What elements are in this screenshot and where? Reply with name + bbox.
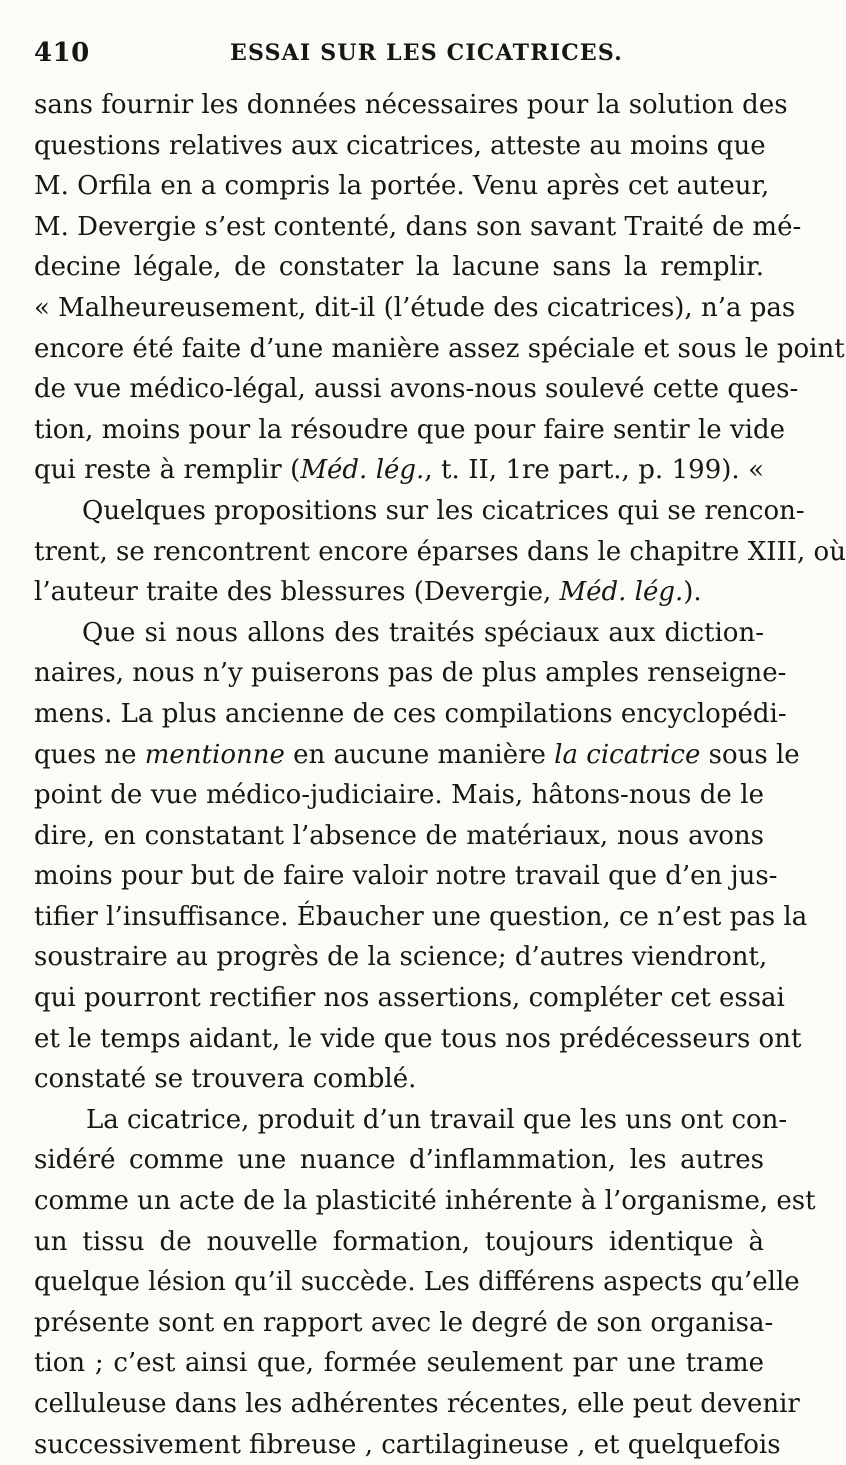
text-line: Quelques propositions sur les cicatrices qui se rencon- bbox=[82, 495, 805, 526]
text-line: constaté se trouvera comblé. bbox=[34, 1064, 417, 1095]
text-line: La cicatrice, produit d’un travail que les uns ont con- bbox=[86, 1104, 788, 1135]
text-line: dire, en constatant l’absence de matériaux, nous avons bbox=[34, 820, 764, 851]
text-line: encore été faite d’une manière assez spéciale et sous le point bbox=[34, 333, 845, 364]
text-line: successivement fibreuse , cartilagineuse , et quelquefois bbox=[34, 1429, 781, 1460]
text-line: l’auteur traite des blessures (Devergie, Méd. lég.). bbox=[34, 577, 702, 608]
text-line: tifier l’insuffisance. Ébaucher une question, ce n’est pas la bbox=[34, 901, 808, 932]
text-line: trent, se rencontrent encore éparses dans le chapitre XIII, où bbox=[34, 536, 846, 567]
page-header bbox=[34, 38, 774, 78]
text-line: tion, moins pour la résoudre que pour faire sentir le vide bbox=[34, 414, 785, 445]
text-line: qui pourront rectifier nos assertions, compléter cet essai bbox=[34, 983, 785, 1014]
page-number: 410 bbox=[34, 38, 90, 68]
text-line: mens. La plus ancienne de ces compilations encyclopédi- bbox=[34, 698, 787, 729]
text-line: tion ; c’est ainsi que, formée seulement par une trame bbox=[34, 1348, 764, 1379]
text-line: M. Orfila en a compris la portée. Venu après cet auteur, bbox=[34, 171, 770, 202]
text-line: decine légale, de constater la lacune sans la remplir. bbox=[34, 252, 764, 283]
text-line: comme un acte de la plasticité inhérente à l’organisme, est bbox=[34, 1186, 816, 1217]
text-line: sans fournir les données nécessaires pour la solution des bbox=[34, 90, 788, 120]
text-line: M. Devergie s’est contenté, dans son savant Traité de mé- bbox=[34, 211, 802, 242]
text-line: quelque lésion qu’il succède. Les différens aspects qu’elle bbox=[34, 1267, 800, 1298]
text-line: de vue médico-légal, aussi avons-nous soulevé cette ques- bbox=[34, 374, 799, 405]
text-line: point de vue médico-judiciaire. Mais, hâtons-nous de le bbox=[34, 780, 764, 811]
text-line: soustraire au progrès de la science; d’autres viendront, bbox=[34, 942, 768, 973]
text-line: qui reste à remplir (Méd. lég., t. II, 1re part., p. 199). « bbox=[34, 455, 765, 486]
body-text bbox=[34, 85, 846, 1465]
text-line: « Malheureusement, dit-il (l’étude des cicatrices), n’a pas bbox=[34, 292, 796, 323]
text-line: et le temps aidant, le vide que tous nos prédécesseurs ont bbox=[34, 1023, 802, 1054]
text-line: sidéré comme une nuance d’inflammation, les autres bbox=[34, 1145, 764, 1176]
text-line: questions relatives aux cicatrices, atteste au moins que bbox=[34, 130, 766, 161]
text-line: Que si nous allons des traités spéciaux aux diction- bbox=[82, 617, 764, 648]
text-line: un tissu de nouvelle formation, toujours identique à bbox=[34, 1226, 764, 1257]
text-line: moins pour but de faire valoir notre travail que d’en jus- bbox=[34, 861, 778, 892]
text-line: naires, nous n’y puiserons pas de plus amples renseigne- bbox=[34, 658, 787, 689]
text-line: celluleuse dans les adhérentes récentes, elle peut devenir bbox=[34, 1389, 800, 1419]
running-title: ESSAI SUR LES CICATRICES. bbox=[230, 40, 624, 66]
text-line: ques ne mentionne en aucune manière la cicatrice sous le bbox=[34, 739, 800, 770]
text-line: présente sont en rapport avec le degré de son organisa- bbox=[34, 1307, 774, 1338]
